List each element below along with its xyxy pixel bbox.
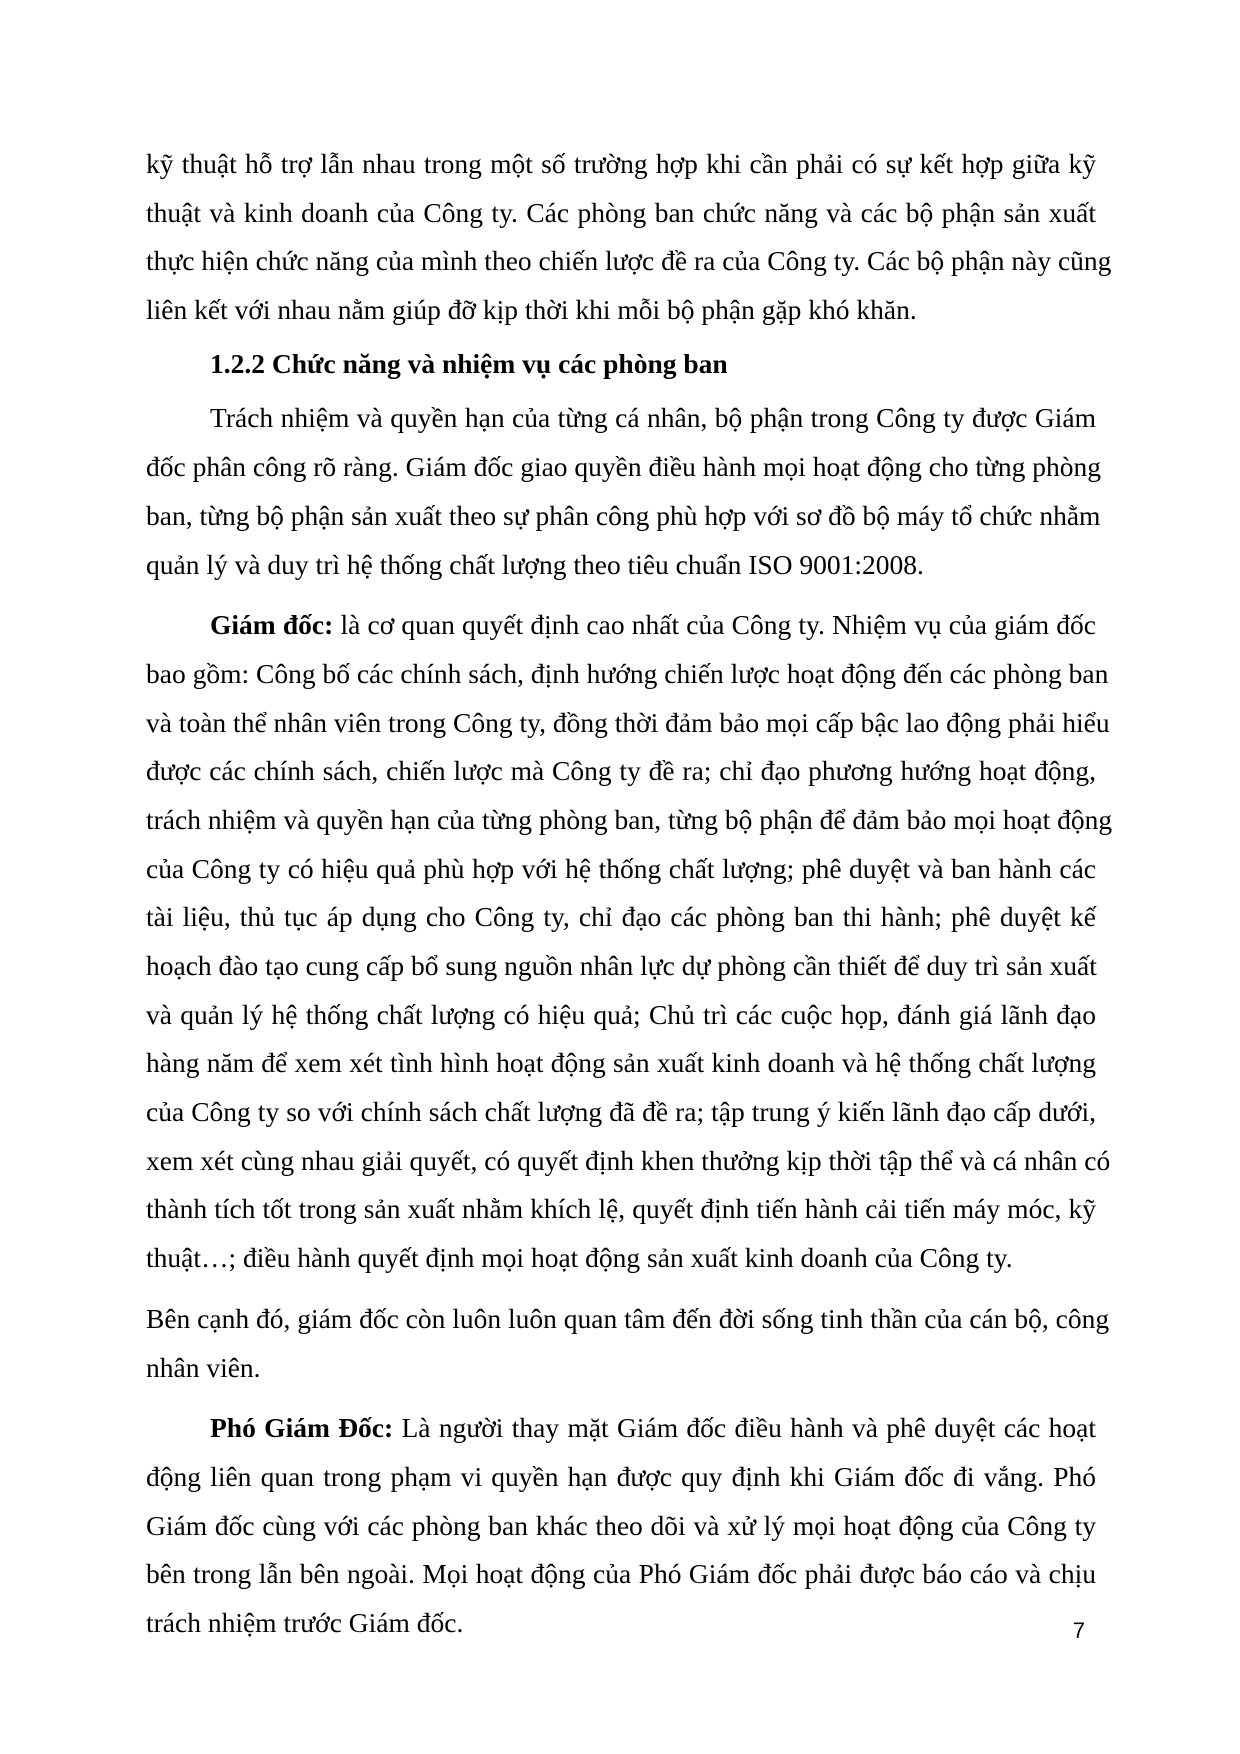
director-line: và toàn thể nhân viên trong Công ty, đồng thời đảm bảo mọi cấp bậc lao động phải hiểu <box>146 706 1110 738</box>
deputy-paragraph <box>146 1404 1096 1647</box>
director-line: của Công ty so với chính sách chất lượng đã đề ra; tập trung ý kiến lãnh đạo cấp dưới, <box>146 1096 1096 1128</box>
director-line: thuật…; điều hành quyết định mọi hoạt động sản xuất kinh doanh của Công ty. <box>146 1242 1013 1274</box>
deputy-label: Phó Giám Đốc: <box>210 1412 394 1444</box>
intro-line: kỹ thuật hỗ trợ lẫn nhau trong một số trường hợp khi cần phải có sự kết hợp giữa kỹ <box>146 148 1096 179</box>
director-line: của Công ty có hiệu quả phù hợp với hệ thống chất lượng; phê duyệt và ban hành các <box>146 852 1096 884</box>
deputy-line: bên trong lẫn bên ngoài. Mọi hoạt động của Phó Giám đốc phải được báo cáo và chịu <box>146 1558 1096 1590</box>
director-line: hoạch đào tạo cung cấp bổ sung nguồn nhân lực dự phòng cần thiết để duy trì sản xuất <box>146 950 1097 981</box>
director-first-line-text: là cơ quan quyết định cao nhất của Công ty. Nhiệm vụ của giám đốc <box>333 609 1096 641</box>
director-line: hàng năm để xem xét tình hình hoạt động sản xuất kinh doanh và hệ thống chất lượng <box>146 1047 1096 1079</box>
responsibility-line: quản lý và duy trì hệ thống chất lượng theo tiêu chuẩn ISO 9001:2008. <box>146 548 924 580</box>
director-label: Giám đốc: <box>210 609 334 641</box>
additional-line: nhân viên. <box>146 1351 261 1383</box>
responsibility-paragraph <box>146 394 1102 589</box>
page-number: 7 <box>1072 1618 1085 1643</box>
responsibility-line: ban, từng bộ phận sản xuất theo sự phân công phù hợp với sơ đồ bộ máy tổ chức nhằm <box>146 499 1101 531</box>
director-line: được các chính sách, chiến lược mà Công ty đề ra; chỉ đạo phương hướng hoạt động, <box>146 755 1096 787</box>
intro-line: thuật và kinh doanh của Công ty. Các phòng ban chức năng và các bộ phận sản xuất <box>146 196 1096 228</box>
director-line: thành tích tốt trong sản xuất nhằm khích lệ, quyết định tiến hành cải tiến máy móc, kỹ <box>146 1193 1096 1225</box>
deputy-line: động liên quan trong phạm vi quyền hạn được quy định khi Giám đốc đi vắng. Phó <box>146 1460 1096 1492</box>
director-line: trách nhiệm và quyền hạn của từng phòng ban, từng bộ phận để đảm bảo mọi hoạt động <box>146 803 1113 835</box>
deputy-line: trách nhiệm trước Giám đốc. <box>146 1606 464 1638</box>
document-body <box>146 140 1113 1648</box>
intro-line: liên kết với nhau nằm giúp đỡ kịp thời khi mỗi bộ phận gặp khó khăn. <box>146 294 917 326</box>
responsibility-line: đốc phân công rõ ràng. Giám đốc giao quyền điều hành mọi hoạt động cho từng phòng <box>146 451 1102 483</box>
additional-line: Bên cạnh đó, giám đốc còn luôn luôn quan tâm đến đời sống tinh thần của cán bộ, công <box>146 1302 1110 1334</box>
deputy-line: Giám đốc cùng với các phòng ban khác theo dõi và xử lý mọi hoạt động của Công ty <box>146 1509 1096 1541</box>
intro-line: thực hiện chức năng của mình theo chiến lược đề ra của Công ty. Các bộ phận này cũng <box>146 245 1112 277</box>
intro-paragraph <box>146 140 1112 335</box>
deputy-first-line <box>146 1404 1096 1453</box>
deputy-first-line-text: Là người thay mặt Giám đốc điều hành và phê duyệt các hoạt <box>393 1412 1096 1444</box>
director-paragraph <box>146 601 1113 1283</box>
director-line: và quản lý hệ thống chất lượng có hiệu quả; Chủ trì các cuộc họp, đánh giá lãnh đạo <box>146 998 1096 1030</box>
director-line: bao gồm: Công bố các chính sách, định hướng chiến lược hoạt động đến các phòng ban <box>146 657 1109 689</box>
director-first-line <box>146 601 1096 650</box>
director-line: xem xét cùng nhau giải quyết, có quyết định khen thưởng kịp thời tập thể và cá nhân có <box>146 1144 1111 1176</box>
director-line: tài liệu, thủ tục áp dụng cho Công ty, chỉ đạo các phòng ban thi hành; phê duyệt kế <box>146 901 1096 933</box>
section-heading: 1.2.2 Chức năng và nhiệm vụ các phòng ban <box>210 347 728 379</box>
responsibility-line: Trách nhiệm và quyền hạn của từng cá nhân, bộ phận trong Công ty được Giám <box>210 402 1096 434</box>
additional-paragraph <box>146 1295 1110 1392</box>
